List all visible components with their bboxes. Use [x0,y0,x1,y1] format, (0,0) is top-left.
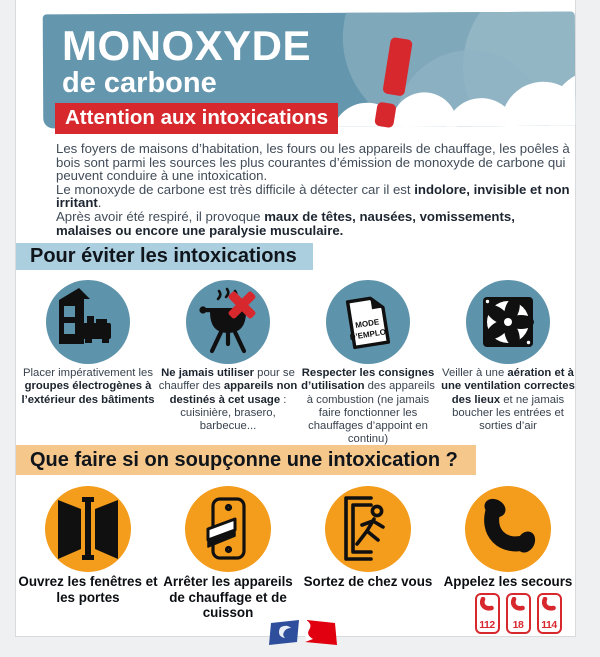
warning-badge: Attention aux intoxications [55,103,338,134]
manual-label-line1: MODE [354,317,380,330]
emergency-number: 114 [541,618,557,631]
title-line-2: de carbone [62,67,217,99]
avoid-caption: Ne jamais utiliser pour se chauffer des appareils non destinés à cet usage : cuisinière, brasero, barbecue... [158,367,298,433]
phone-icon [541,597,557,612]
open-doors-icon [45,486,131,572]
avoid-caption: Veiller à une aération et à une ventilation correctes des lieux et ne jamais boucher les entrées et sorties d’air [441,367,575,433]
intro-text [56,142,570,237]
emergency-exit-icon [325,486,411,572]
avoid-caption: Respecter les consignes d’utilisation des appareils à combustion (ne jamais faire fonctionner les chauffages d’appoint en continu) [301,367,435,446]
emergency-number-badge-114 [537,593,562,634]
power-switch-icon [185,486,271,572]
poster-title [55,24,338,134]
intro-paragraph: Après avoir été respiré, il provoque maux de têtes, nausées, vomissements, malaises ou encore une paralysie musculaire. [56,208,515,238]
suspect-icons-row [18,486,578,572]
emergency-number-badge-112 [475,593,500,634]
suspect-caption: Appelez les secours [443,574,573,589]
emergency-numbers [475,593,562,634]
instruction-manual-icon [326,280,410,364]
intro-paragraph: Les foyers de maisons d’habitation, les fours ou les appareils de chauffage, les poêles à bois sont parmi les sources les plus courantes d’émission de monoxyde de carbone qui peuvent conduire à une intoxication. [56,141,570,184]
phone-icon [510,597,526,612]
intro-paragraph: Le monoxyde de carbone est très difficile à détecter car il est indolore, invisible et non irritant. [56,181,570,211]
title-line-1: MONOXYDE [62,22,312,69]
ventilation-fan-icon [466,280,550,364]
suspect-caption: Sortez de chez vous [303,574,433,589]
avoid-captions-row [18,367,578,447]
manual-label-line2: D’EMPLOI [349,327,389,342]
exclamation-dot [374,102,397,129]
avoid-caption: Placer impérativement les groupes électrogènes à l’extérieur des bâtiments [21,367,155,406]
section-title-suspect: Que faire si on soupçonne une intoxication ? [16,445,476,475]
emergency-number: 18 [512,618,524,631]
french-government-logo-icon [269,619,337,652]
suspect-caption: Arrêter les appareils de chauffage et de cuisson [163,574,293,621]
avoid-icons-row [18,280,578,364]
phone-icon [479,597,495,612]
barbecue-forbidden-icon [186,280,270,364]
generator-outside-house-icon [46,280,130,364]
section-title-avoid: Pour éviter les intoxications [16,243,313,270]
phone-handset-icon [465,486,551,572]
suspect-caption: Ouvrez les fenêtres et les portes [18,574,158,605]
poster-card [15,0,576,637]
emergency-number-badge-18 [506,593,531,634]
emergency-number: 112 [479,618,495,631]
